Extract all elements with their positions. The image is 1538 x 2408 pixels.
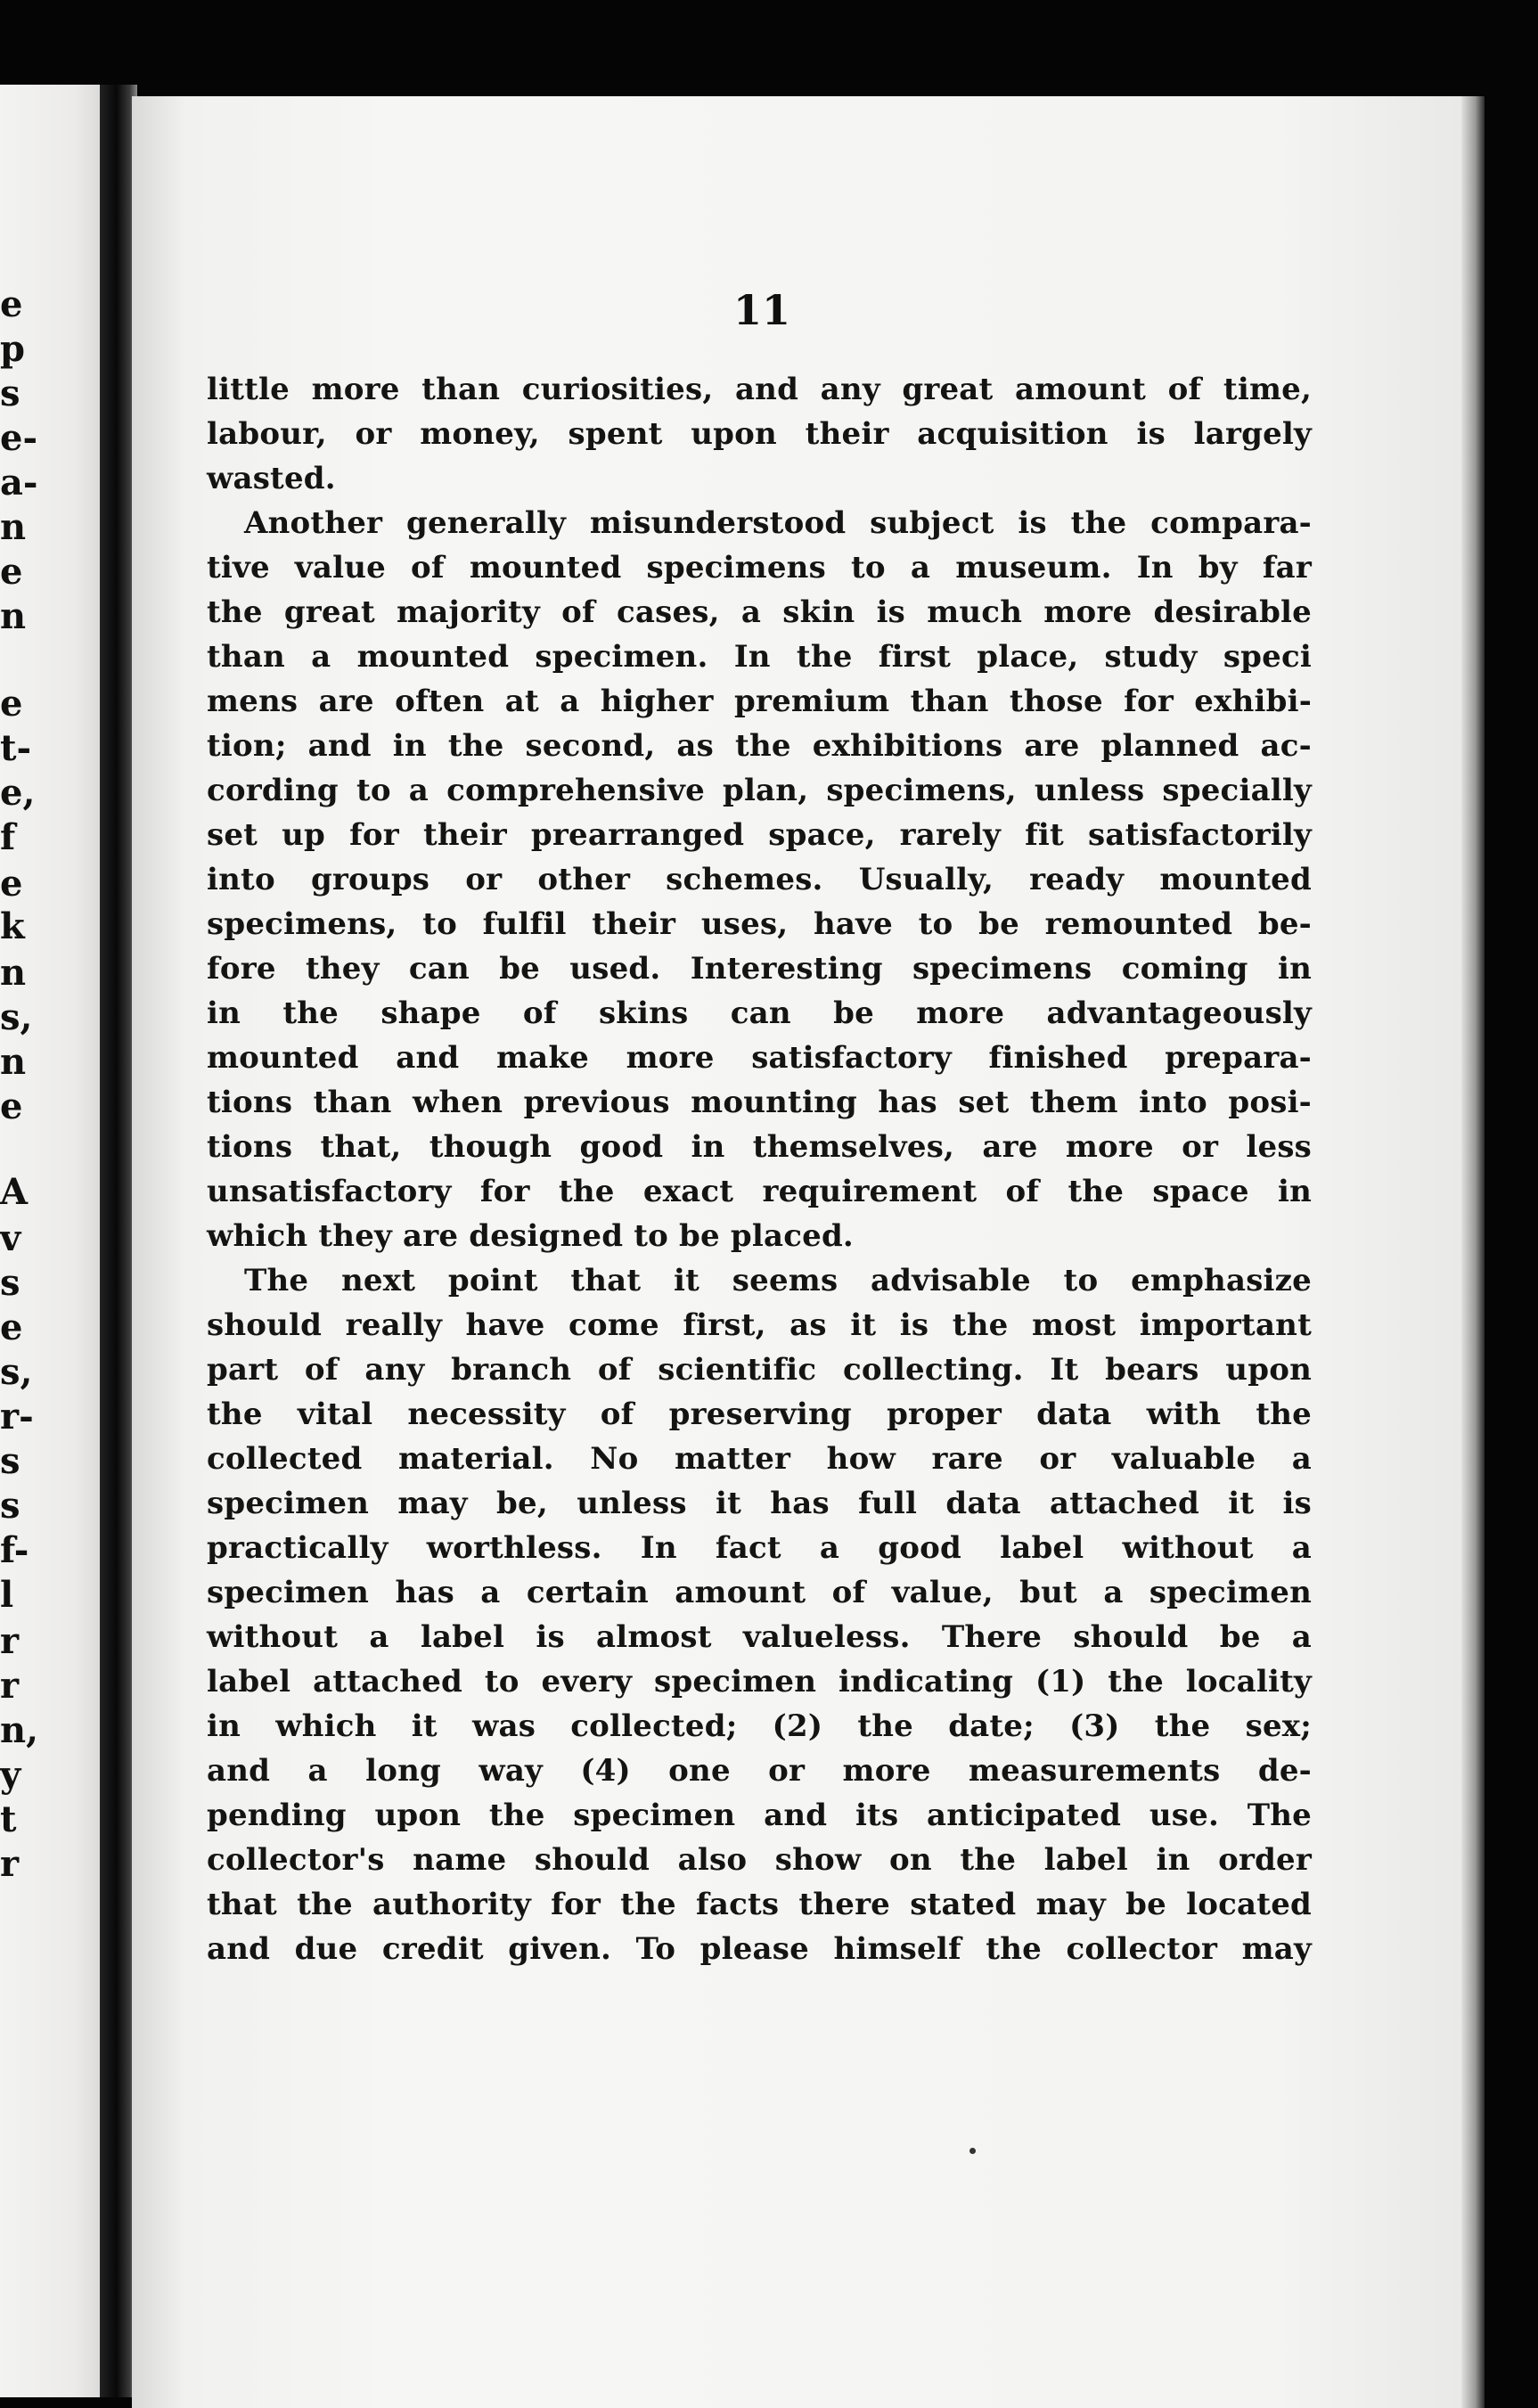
page-number: 11: [732, 286, 790, 334]
speck-mark: [969, 2148, 976, 2154]
left-page-letter: s: [0, 1262, 20, 1304]
left-page-letter: n: [0, 506, 27, 548]
left-page-letter: e: [0, 683, 23, 725]
text-line: collector's name should also show on the label in order: [207, 1842, 1312, 1878]
text-line: little more than curiosities, and any great amount of time,: [207, 372, 1312, 407]
text-line: specimen has a certain amount of value, but a specimen: [207, 1575, 1312, 1610]
text-line: Another generally misunderstood subject is the compara-: [244, 505, 1312, 541]
left-page-letter: e-: [0, 417, 38, 459]
left-page-letter: n: [0, 595, 27, 637]
left-page-letter: r: [0, 1665, 20, 1707]
left-page-letter: f: [0, 816, 16, 858]
left-page-letter: p: [0, 328, 25, 370]
text-line: which they are designed to be placed.: [207, 1218, 854, 1254]
text-line: label attached to every specimen indicating (1) the locality: [207, 1664, 1312, 1700]
text-line: the great majority of cases, a skin is much more desirable: [207, 594, 1312, 630]
text-line: into groups or other schemes. Usually, ready mounted: [207, 862, 1312, 897]
text-line: practically worthless. In fact a good label without a: [207, 1530, 1312, 1566]
text-line: without a label is almost valueless. There should be a: [207, 1619, 1312, 1655]
left-page-letter: n: [0, 1041, 27, 1083]
text-line: mens are often at a higher premium than those for exhibi-: [207, 684, 1312, 719]
left-page-letter: r-: [0, 1396, 34, 1437]
text-line: specimens, to fulfil their uses, have to be remounted be-: [207, 906, 1312, 942]
left-page-letter: t-: [0, 727, 32, 769]
text-line: cording to a comprehensive plan, specimens, unless specially: [207, 773, 1312, 808]
text-line: part of any branch of scientific collecting. It bears upon: [207, 1352, 1312, 1388]
text-line: labour, or money, spent upon their acquisition is largely: [207, 416, 1312, 452]
left-page-letter: A: [0, 1171, 29, 1213]
text-line: set up for their prearranged space, rarely fit satisfactorily: [207, 817, 1312, 853]
body-text: [207, 367, 1312, 1971]
text-line: tion; and in the second, as the exhibitions are planned ac-: [207, 728, 1312, 764]
left-page-letter: n: [0, 952, 27, 994]
left-page-letter: n,: [0, 1709, 39, 1751]
left-page-letter: s: [0, 1440, 20, 1482]
text-line: and due credit given. To please himself the collector may: [207, 1931, 1312, 1967]
left-page-letter: e: [0, 1306, 23, 1348]
page-edge: [1461, 96, 1485, 2408]
left-page-letter: e,: [0, 772, 36, 814]
text-line: wasted.: [207, 461, 336, 496]
text-line: the vital necessity of preserving proper data with the: [207, 1396, 1312, 1432]
left-page-letter: e: [0, 283, 23, 325]
text-line: in which it was collected; (2) the date; (3) the sex;: [207, 1708, 1312, 1744]
text-line: unsatisfactory for the exact requirement of the space in: [207, 1174, 1312, 1209]
left-page-letter: s: [0, 373, 20, 414]
left-page-letter: a-: [0, 462, 38, 504]
left-page-letter: s,: [0, 1351, 33, 1393]
left-page-letter: e: [0, 551, 23, 593]
text-line: tions than when previous mounting has set them into posi-: [207, 1085, 1312, 1120]
left-page-letter: e: [0, 1085, 23, 1127]
left-page-letter: r: [0, 1620, 20, 1662]
left-facing-page: [0, 85, 105, 2397]
left-page-letter: s,: [0, 996, 33, 1038]
left-page-letter: f-: [0, 1529, 29, 1571]
text-line: The next point that it seems advisable to emphasize: [244, 1263, 1312, 1298]
text-line: specimen may be, unless it has full data attached it is: [207, 1486, 1312, 1521]
left-page-letter: r: [0, 1843, 20, 1885]
left-page-letter: t: [0, 1798, 17, 1840]
text-line: tions that, though good in themselves, are more or less: [207, 1129, 1312, 1165]
left-page-letter: v: [0, 1217, 21, 1259]
text-line: should really have come first, as it is the most important: [207, 1307, 1312, 1343]
text-line: than a mounted specimen. In the first place, study speci: [207, 639, 1312, 675]
text-line: and a long way (4) one or more measurements de-: [207, 1753, 1312, 1789]
left-page-letter: s: [0, 1485, 20, 1527]
text-line: mounted and make more satisfactory finished prepara-: [207, 1040, 1312, 1076]
text-line: collected material. No matter how rare or valuable a: [207, 1441, 1312, 1477]
left-page-letter: l: [0, 1574, 14, 1616]
text-line: that the authority for the facts there stated may be located: [207, 1887, 1312, 1922]
text-line: fore they can be used. Interesting specimens coming in: [207, 951, 1312, 987]
left-page-letter: k: [0, 905, 25, 947]
text-line: in the shape of skins can be more advantageously: [207, 995, 1312, 1031]
text-line: tive value of mounted specimens to a museum. In by far: [207, 550, 1312, 586]
text-line: pending upon the specimen and its anticipated use. The: [207, 1798, 1312, 1833]
left-page-letter: e: [0, 863, 23, 905]
left-page-cropped-text: [0, 85, 105, 2397]
left-page-letter: y: [0, 1754, 21, 1796]
